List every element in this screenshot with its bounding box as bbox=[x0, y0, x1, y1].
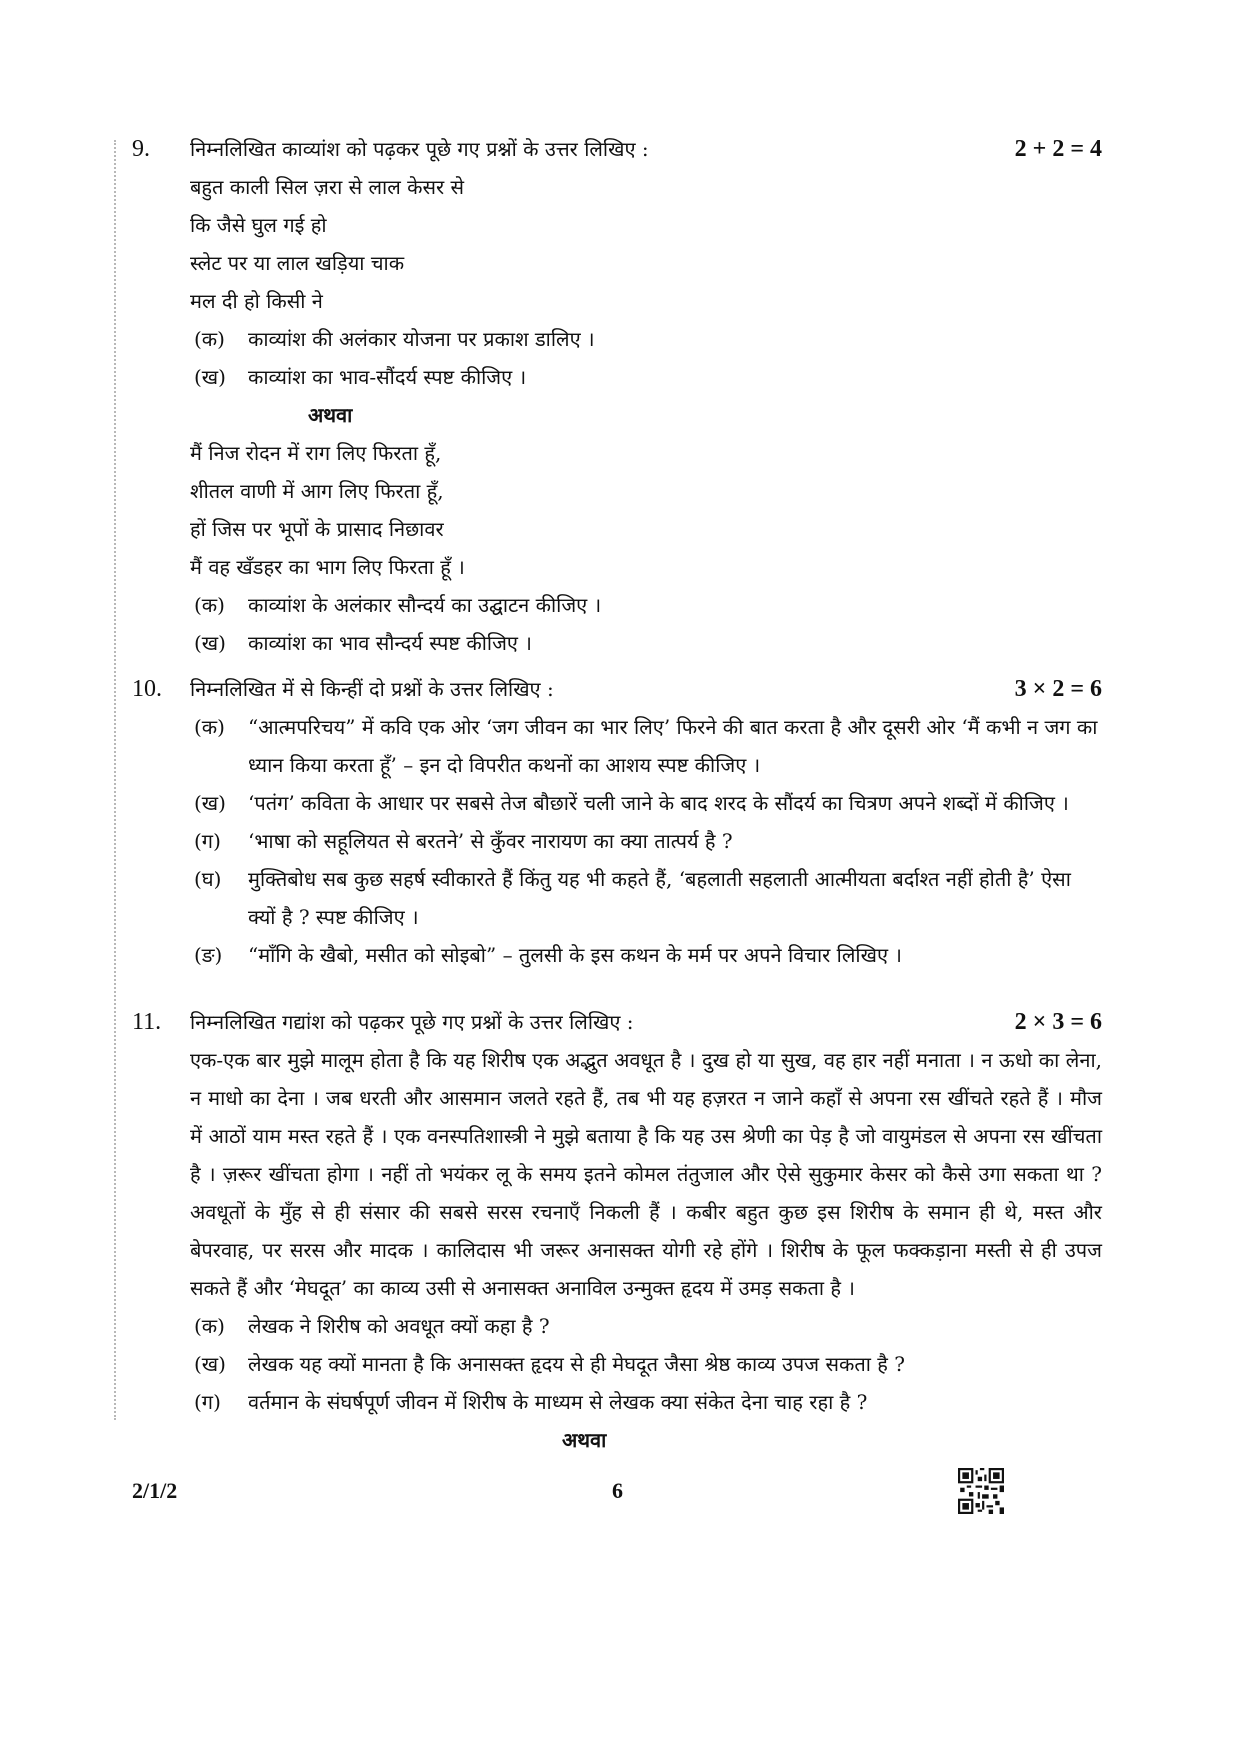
question-prompt: निम्नलिखित में से किन्हीं दो प्रश्नों के उत्तर लिखिए : bbox=[190, 677, 554, 701]
sub-question-label: (क) bbox=[194, 1314, 225, 1338]
sub-question bbox=[132, 320, 1102, 358]
qr-code-icon bbox=[958, 1468, 1004, 1514]
sub-question-label: (ग) bbox=[194, 1390, 221, 1414]
sub-question bbox=[132, 936, 1102, 974]
sub-question-label: (ङ) bbox=[194, 943, 223, 967]
sub-question bbox=[132, 358, 1102, 396]
sub-question-text: लेखक ने शिरीष को अवधूत क्यों कहा है ? bbox=[248, 1314, 550, 1338]
poem-line: शीतल वाणी में आग लिए फिरता हूँ, bbox=[190, 479, 444, 503]
sub-question-text: ‘पतंग’ कविता के आधार पर सबसे तेज बौछारें चली जाने के बाद शरद के सौंदर्य का चित्रण अपने शब्दों में कीजिए । bbox=[248, 791, 1069, 815]
sub-question-text: “माँगि के खैबो, मसीत को सोइबो” – तुलसी के इस कथन के मर्म पर अपने विचार लिखिए । bbox=[248, 943, 902, 967]
sub-question bbox=[132, 624, 1102, 662]
question-9 bbox=[132, 130, 1102, 662]
question-marks: 3 × 2 = 6 bbox=[1014, 676, 1102, 702]
poem-line: हों जिस पर भूपों के प्रासाद निछावर bbox=[190, 517, 444, 541]
sub-question-text: ‘भाषा को सहूलियत से बरतने’ से कुँवर नारायण का क्या तात्पर्य है ? bbox=[248, 829, 733, 853]
question-number: 10. bbox=[132, 676, 162, 702]
question-prompt: निम्नलिखित गद्यांश को पढ़कर पूछे गए प्रश्नों के उत्तर लिखिए : bbox=[190, 1010, 634, 1034]
sub-question-text: काव्यांश के अलंकार सौन्दर्य का उद्घाटन कीजिए । bbox=[248, 593, 602, 617]
prose-passage: एक-एक बार मुझे मालूम होता है कि यह शिरीष एक अद्भुत अवधूत है । दुख हो या सुख, वह हार नहीं मनाता । न ऊधो का लेना, न माधो का देना । जब धरती और आसमान जलते रहते हैं, तब भी यह हज़रत न जाने कहाँ से अपना रस खींचते रहते हैं । मौज में आठों याम मस्त रहते हैं । एक वनस्पतिशास्त्री ने मुझे बताया है कि यह उस श्रेणी का पेड़ है जो वायुमंडल से अपना रस खींचता है । ज़रूर खींचता होगा । नहीं तो भयंकर लू के समय इतने कोमल तंतुजाल और ऐसे सुकुमार केसर को कैसे उगा सकता था ? अवधूतों के मुँह से ही संसार की सबसे सरस रचनाएँ निकली हैं । कबीर बहुत कुछ इस शिरीष के समान ही थे, मस्त और बेपरवाह, पर सरस और मादक । कालिदास भी जरूर अनासक्त योगी रहे होंगे । शिरीष के फूल फक्कड़ाना मस्ती से ही उपज सकते हैं और ‘मेघदूत’ का काव्य उसी से अनासक्त अनाविल उन्मुक्त हृदय में उमड़ सकता है । bbox=[190, 1048, 1102, 1300]
question-number: 11. bbox=[132, 1009, 162, 1035]
question-10 bbox=[132, 670, 1102, 974]
sub-question-label: (ख) bbox=[194, 365, 226, 389]
question-11 bbox=[132, 1003, 1102, 1459]
or-label: अथवा bbox=[562, 1428, 607, 1452]
or-label: अथवा bbox=[308, 403, 353, 427]
sub-question-text: काव्यांश की अलंकार योजना पर प्रकाश डालिए । bbox=[248, 327, 595, 351]
sub-question bbox=[132, 822, 1102, 860]
poem-line: बहुत काली सिल ज़रा से लाल केसर से bbox=[190, 175, 465, 199]
sub-question bbox=[132, 1383, 1102, 1421]
sub-question-text: “आत्मपरिचय” में कवि एक ओर ‘जग जीवन का भार लिए’ फिरने की बात करता है और दूसरी ओर ‘मैं कभी न जग का ध्यान किया करता हूँ’ – इन दो विपरीत कथनों का आशय स्पष्ट कीजिए । bbox=[248, 715, 1098, 777]
sub-question-label: (घ) bbox=[194, 867, 222, 891]
sub-question bbox=[132, 860, 1102, 936]
sub-question bbox=[132, 586, 1102, 624]
sub-question-text: काव्यांश का भाव सौन्दर्य स्पष्ट कीजिए । bbox=[248, 631, 532, 655]
sub-question-text: लेखक यह क्यों मानता है कि अनासक्त हृदय से ही मेघदूत जैसा श्रेष्ठ काव्य उपज सकता है ? bbox=[248, 1352, 905, 1376]
sub-question bbox=[132, 708, 1102, 784]
sub-question-label: (ख) bbox=[194, 791, 226, 815]
sub-question-label: (ख) bbox=[194, 1352, 226, 1376]
question-prompt: निम्नलिखित काव्यांश को पढ़कर पूछे गए प्रश्नों के उत्तर लिखिए : bbox=[190, 137, 649, 161]
sub-question-text: मुक्तिबोध सब कुछ सहर्ष स्वीकारते हैं किंतु यह भी कहते हैं, ‘बहलाती सहलाती आत्मीयता बर्दाश्त नहीं होती है’ ऐसा क्यों है ? स्पष्ट कीजिए । bbox=[248, 867, 1071, 929]
poem-line: स्लेट पर या लाल खड़िया चाक bbox=[190, 251, 405, 275]
sub-question-label: (क) bbox=[194, 715, 225, 739]
sub-question-label: (ख) bbox=[194, 631, 226, 655]
poem-line: मैं निज रोदन में राग लिए फिरता हूँ, bbox=[190, 441, 442, 465]
sub-question-label: (क) bbox=[194, 593, 225, 617]
question-marks: 2 + 2 = 4 bbox=[1014, 136, 1102, 162]
question-marks: 2 × 3 = 6 bbox=[1014, 1009, 1102, 1035]
sub-question bbox=[132, 1307, 1102, 1345]
paper-code: 2/1/2 bbox=[132, 1478, 178, 1503]
sub-question-text: वर्तमान के संघर्षपूर्ण जीवन में शिरीष के माध्यम से लेखक क्या संकेत देना चाह रहा है ? bbox=[248, 1390, 868, 1414]
page-number: 6 bbox=[612, 1478, 623, 1503]
sub-question bbox=[132, 784, 1102, 822]
margin-dotted-line bbox=[114, 140, 116, 1420]
poem-line: कि जैसे घुल गई हो bbox=[190, 213, 327, 237]
poem-line: मैं वह खँडहर का भाग लिए फिरता हूँ । bbox=[190, 555, 465, 579]
poem-line: मल दी हो किसी ने bbox=[190, 289, 323, 313]
sub-question-text: काव्यांश का भाव-सौंदर्य स्पष्ट कीजिए । bbox=[248, 365, 527, 389]
sub-question-label: (ग) bbox=[194, 829, 221, 853]
sub-question bbox=[132, 1345, 1102, 1383]
question-number: 9. bbox=[132, 136, 150, 162]
sub-question-label: (क) bbox=[194, 327, 225, 351]
